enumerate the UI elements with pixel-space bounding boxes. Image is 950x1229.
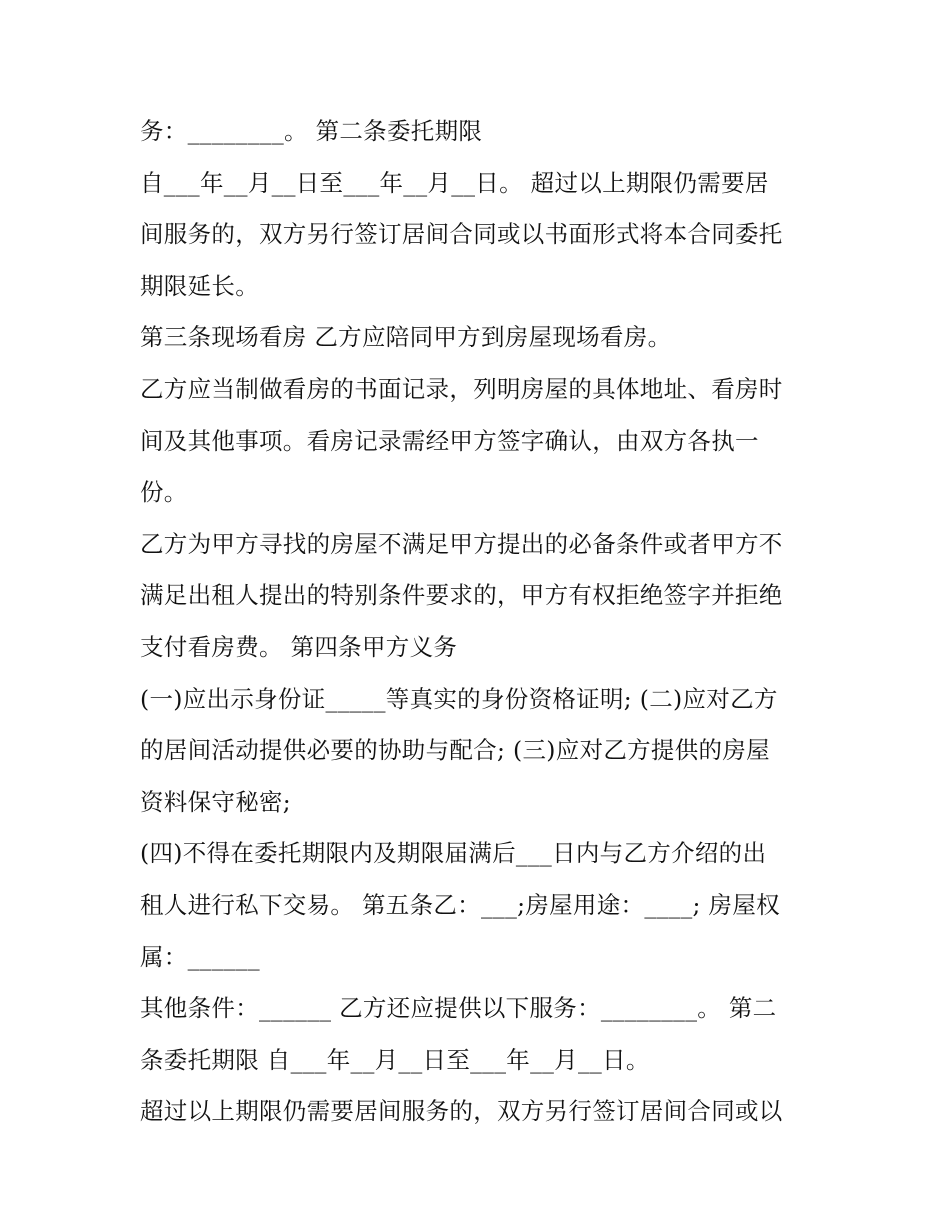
text-line: 乙方为甲方寻找的房屋不满足甲方提出的必备条件或者甲方不	[140, 529, 783, 558]
contract-body-text	[140, 106, 830, 1138]
text-line: 第三条现场看房 乙方应陪同甲方到房屋现场看房。	[140, 323, 672, 352]
text-line: 乙方应当制做看房的书面记录，列明房屋的具体地址、看房时	[140, 374, 783, 403]
text-line: 份。	[140, 478, 188, 507]
text-line: 资料保守秘密;	[140, 787, 292, 816]
text-line: 满足出租人提出的特别条件要求的，甲方有权拒绝签字并拒绝	[140, 581, 783, 610]
text-line: 的居间活动提供必要的协助与配合; (三)应对乙方提供的房屋	[140, 736, 770, 765]
text-line: 自___年__月__日至___年__月__日。 超过以上期限仍需要居	[140, 168, 769, 197]
text-line: 超过以上期限仍需要居间服务的，双方另行签订居间合同或以	[140, 1097, 783, 1126]
text-line: 间服务的，双方另行签订居间合同或以书面形式将本合同委托	[140, 220, 783, 249]
text-line: 期限延长。	[140, 271, 259, 300]
text-line: 支付看房费。 第四条甲方义务	[140, 632, 458, 661]
text-line: 务：________。 第二条委托期限	[140, 117, 483, 145]
text-line: 属：______	[140, 942, 260, 971]
text-line: (一)应出示身份证_____等真实的身份资格证明; (二)应对乙方	[140, 684, 778, 713]
text-line: (四)不得在委托期限内及期限届满后___日内与乙方介绍的出	[140, 839, 767, 868]
text-line: 间及其他事项。看房记录需经甲方签字确认，由双方各执一	[140, 426, 759, 455]
text-line: 条委托期限 自___年__月__日至___年__月__日。	[140, 1045, 650, 1074]
text-line: 租人进行私下交易。 第五条乙：___;房屋用途：____; 房屋权	[140, 890, 780, 919]
text-line: 其他条件：______ 乙方还应提供以下服务：________。 第二	[140, 994, 777, 1023]
